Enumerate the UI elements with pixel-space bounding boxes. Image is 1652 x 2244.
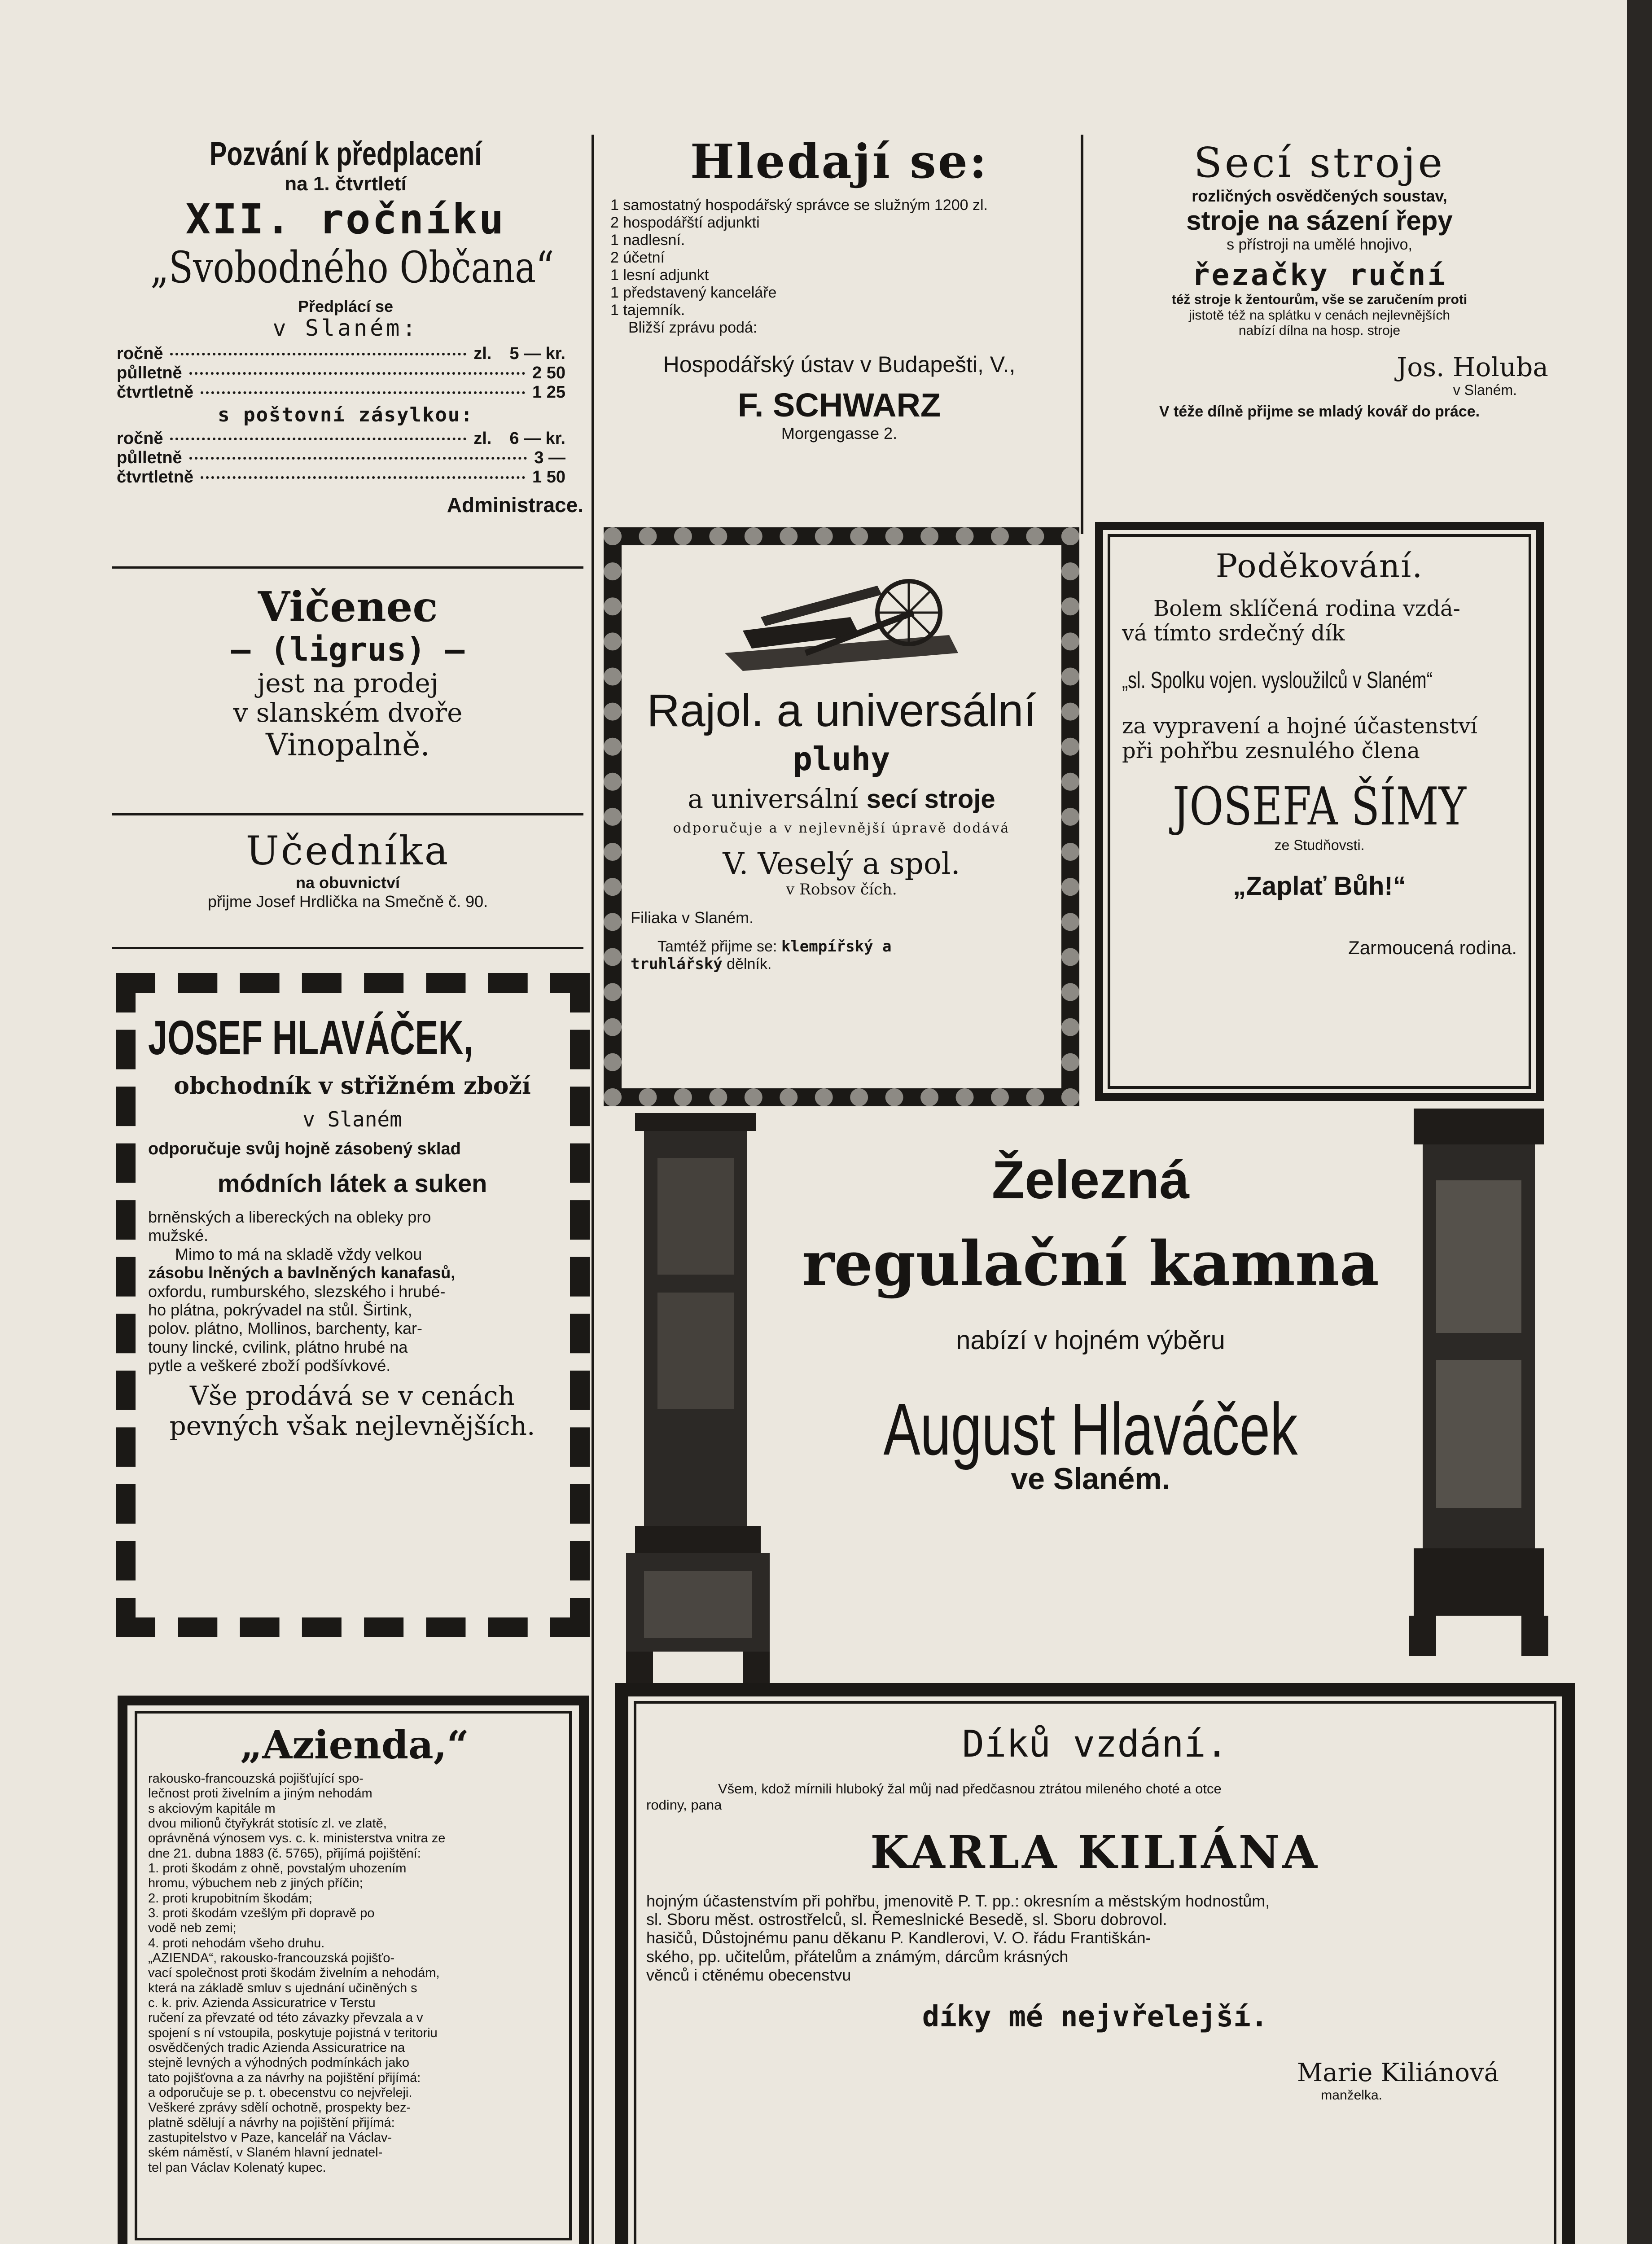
hledaji-name: F. SCHWARZ	[737, 386, 941, 424]
azienda-line: která na základě smluv s ujednání učiněných s	[148, 1981, 417, 1995]
seci-text: V téže dílně přijme se mladý kovář do práce.	[1159, 403, 1480, 421]
vicenec-ligrus: — (ligrus) —	[231, 630, 465, 668]
price-row: čtvrtletně 1 50	[117, 468, 565, 487]
subscription-heading: Předplácí se	[298, 297, 394, 316]
diku-text: rodiny, pana	[646, 1797, 722, 1813]
ucednik-trade: na obuvnictví	[295, 873, 400, 892]
rajol-title: Rajol. a universální	[647, 685, 1036, 736]
subscription-signature: Administrace.	[447, 493, 583, 517]
podekovani-signature: Zarmoucená rodina.	[1348, 937, 1517, 959]
azienda-line: vací společnost proti škodám živelním a nehodám,	[148, 1966, 440, 1981]
azienda-body	[148, 1771, 561, 2175]
diku-ad	[646, 1710, 1544, 2244]
hlavacek-text: pevných však nejlevnějších.	[169, 1411, 535, 1442]
azienda-line: 1. proti škodám z ohně, povstalým uhozením	[148, 1861, 407, 1876]
price-row: půlletně 2 50	[117, 363, 565, 382]
azienda-line: ském náměstí, v Slaném hlavní jednatel-	[148, 2145, 383, 2160]
azienda-line: 4. proti nehodám všeho druhu.	[148, 1936, 325, 1950]
podekovani-name: JOSEFA ŠÍMY	[1173, 776, 1466, 837]
price-row: půlletně 3 —	[117, 448, 565, 468]
seci-place: v Slaném.	[1453, 382, 1517, 399]
divider	[112, 947, 583, 949]
vicenec-text: v slanském dvoře	[233, 697, 463, 728]
ucednik-title: Učedníka	[245, 828, 450, 874]
kamna-title: Železná	[991, 1150, 1190, 1210]
kamna-ad	[781, 1149, 1400, 1643]
stove-illustration-right	[1405, 1109, 1553, 1656]
hlavacek-ad	[148, 1005, 557, 1607]
hlavacek-text: pytle a veškeré zboží podšívkové.	[148, 1356, 391, 1375]
vicenec-title: Vičenec	[258, 583, 438, 631]
vicenec-ad	[112, 583, 583, 808]
stove-illustration-left	[617, 1113, 779, 1683]
podekovani-text: při pohřbu zesnulého člena	[1122, 738, 1420, 764]
divider	[112, 813, 583, 815]
hledaji-institute: Hospodářský ústav v Budapešti, V.,	[663, 352, 1016, 377]
azienda-line: a odporučuje se p. t. obecenstvu co nejvřeleji.	[148, 2086, 412, 2100]
price-row: ročně zl. 5 — kr.	[117, 344, 565, 363]
azienda-line: zastupitelstvo v Paze, kancelář na Václav-	[148, 2130, 392, 2145]
rajol-subtitle: pluhy	[793, 740, 890, 778]
rajol-place: v Robsov čích.	[786, 881, 897, 899]
kamna-subtitle: regulační kamna	[802, 1228, 1379, 1300]
azienda-line: c. k. priv. Azienda Assicuratrice v Terstu	[148, 1996, 376, 2011]
podekovani-text: za vypravení a hojné účastenství	[1122, 713, 1477, 739]
subscription-ad	[108, 135, 583, 534]
azienda-line: ručení za převzaté od této závazky převzala a v	[148, 2011, 423, 2025]
hlavacek-text: oxfordu, rumburského, slezského i hrubé-	[148, 1282, 446, 1301]
hlavacek-text: módních látek a suken	[217, 1169, 487, 1197]
podekovani-text: „Zaplať Bůh!“	[1233, 871, 1406, 901]
diku-thanks: díky mé nejvřelejší.	[922, 2000, 1268, 2034]
azienda-line: 2. proti krupobitním škodám;	[148, 1891, 312, 1906]
podekovani-text: vá tímto srdečný dík	[1122, 620, 1345, 646]
plough-illustration	[716, 563, 967, 680]
subscription-post: s poštovní zásylkou:	[218, 403, 473, 426]
ucednik-ad	[112, 828, 583, 940]
hledaji-item: 2 účetní	[610, 249, 665, 266]
azienda-line: hromu, výbuchem neb z jiných příčin;	[148, 1876, 363, 1891]
subscription-invite: Pozvání k předplacení	[209, 135, 482, 172]
azienda-line: oprávněná výnosem vys. c. k. ministerstva vnitra ze	[148, 1831, 446, 1846]
subscription-volume: XII. ročníku	[185, 195, 506, 243]
price-row: čtvrtletně 1 25	[117, 382, 565, 402]
hledaji-street: Morgengasse 2.	[781, 424, 898, 443]
diku-text: Všem, kdož mírnili hluboký žal můj nad předčasnou ztrátou mileného choté a otce	[718, 1781, 1222, 1797]
diku-name: KARLA KILIÁNA	[870, 1825, 1320, 1879]
hlavacek-text: zásobu lněných a bavlněných kanafasů,	[148, 1263, 456, 1282]
azienda-title: „Azienda,“	[240, 1722, 469, 1768]
azienda-line: lečnost proti živelním a jiným nehodám	[148, 1786, 372, 1801]
seci-text: nabízí dílna na hosp. stroje	[1238, 323, 1401, 338]
diku-text: věnců i ctěnému obecenstvu	[646, 1966, 851, 1985]
price-table-post	[117, 429, 565, 487]
hledaji-info: Bližší zprávu podá:	[628, 319, 758, 337]
azienda-line: s akciovým kapitále m	[148, 1801, 276, 1816]
divider	[112, 566, 583, 569]
hlavacek-text: ho plátna, pokrývadel na stůl. Širtink,	[148, 1300, 412, 1319]
seci-stroje-ad	[1091, 139, 1548, 480]
azienda-line: dne 21. dubna 1883 (č. 5765), přijímá pojištění:	[148, 1846, 421, 1861]
seci-name: Jos. Holuba	[1397, 351, 1548, 382]
seci-text: řezačky ruční	[1192, 258, 1447, 293]
diku-title: Díků vzdání.	[962, 1723, 1228, 1766]
azienda-line: stejně levných a výhodných podmínkách jako	[148, 2056, 409, 2070]
azienda-line: 3. proti škodám vzešlým při dopravě po	[148, 1906, 375, 1920]
azienda-line: platně sdělují a návrhy na pojištění přijímá:	[148, 2115, 395, 2130]
hledaji-title: Hledají se:	[690, 134, 989, 189]
hledaji-item: 2 hospodářští adjunkti	[610, 214, 760, 231]
hlavacek-text: Vše prodává se v cenách	[190, 1381, 515, 1411]
hledaji-item: 1 tajemník.	[610, 302, 685, 319]
hlavacek-text: v Slaném	[302, 1107, 402, 1131]
diku-role: manželka.	[1321, 2087, 1382, 2103]
rajol-hire: Tamtéž přijme se: klempířský a	[657, 937, 892, 955]
podekovani-text: ze Studňovsti.	[1274, 837, 1365, 853]
vicenec-text: jest na prodej	[257, 667, 438, 698]
scan-edge	[1627, 0, 1652, 2244]
hlavacek-text: Mimo to má na skladě vždy velkou	[175, 1245, 422, 1263]
hlavacek-text: odporučuje svůj hojně zásobený sklad	[148, 1139, 461, 1158]
seci-text: též stroje k žentourům, vše se zaručením proti	[1171, 292, 1468, 307]
hledaji-list	[610, 197, 1068, 320]
azienda-line: tato pojišťovna a za návrhy na pojištění přijímá:	[148, 2070, 421, 2085]
hledaji-item: 1 představený kanceláře	[610, 284, 777, 302]
price-row: ročně zl. 6 — kr.	[117, 429, 565, 448]
diku-text: ského, pp. učitelům, přátelům a známým, dárcům krásných	[646, 1947, 1069, 1966]
seci-text: s přístroji na umělé hnojivo,	[1227, 236, 1412, 254]
diku-text: sl. Sboru měst. ostrostřelců, sl. Řemeslnické Besedě, sl. Sboru dobrovol.	[646, 1910, 1167, 1928]
diku-text: hojným účastenstvím při pohřbu, jmenovitě P. T. pp.: okresním a městským hodnostům,	[646, 1891, 1270, 1910]
azienda-line: „AZIENDA“, rakousko-francouzská pojišťo-	[148, 1951, 395, 1966]
azienda-ad	[148, 1723, 561, 2235]
subscription-local: v Slaném:	[272, 315, 419, 342]
kamna-text: nabízí v hojném výběru	[956, 1326, 1225, 1355]
hlavacek-text: touny lincké, cvilink, plátno hrubé na	[148, 1337, 408, 1356]
seci-text: rozličných osvědčených soustav,	[1192, 186, 1447, 205]
rajol-company: V. Veselý a spol.	[723, 846, 960, 881]
seci-text: jistotě též na splátku v cenách nejlevnějších	[1189, 307, 1450, 323]
hlavacek-text: polov. plátno, Mollinos, barchenty, kar-	[148, 1319, 422, 1338]
newspaper-name: „Svobodného Občana“	[150, 242, 554, 293]
kamna-name: August Hlaváček	[883, 1388, 1298, 1471]
vicenec-text: Vinopalně.	[266, 727, 430, 763]
azienda-line: Veškeré zprávy sdělí ochotně, prospekty bez-	[148, 2100, 411, 2115]
subscription-quarter: na 1. čtvrtletí	[285, 173, 407, 195]
hlavacek-text: brněnských a libereckých na obleky pro	[148, 1207, 431, 1226]
azienda-line: osvědčených tradic Azienda Assicuratrice na	[148, 2041, 405, 2056]
podekovani-ad	[1122, 548, 1517, 1077]
hlavacek-text: mužské.	[148, 1226, 209, 1245]
rajol-line: a universální secí stroje	[688, 784, 995, 815]
hledaji-ad	[610, 135, 1068, 521]
azienda-line: vodě neb zemi;	[148, 1921, 237, 1936]
podekovani-title: Poděkování.	[1215, 547, 1424, 585]
rajol-branch: Filiaka v Slaném.	[631, 908, 754, 927]
hlavacek-text: obchodník v střižném zboží	[174, 1072, 531, 1100]
seci-text: stroje na sázení řepy	[1186, 206, 1453, 236]
azienda-line: spojení s ní vstoupila, poskytuje pojistná v teritoriu	[148, 2025, 438, 2040]
hledaji-item: 1 nadlesní.	[610, 231, 685, 249]
azienda-line: rakousko-francouzská pojišťující spo-	[148, 1771, 364, 1786]
ucednik-contact: přijme Josef Hrdlička na Smečně č. 90.	[207, 892, 488, 911]
rajol-ad	[631, 554, 1052, 1079]
kamna-place: ve Slaném.	[1011, 1461, 1170, 1496]
rajol-line: odporučuje a v nejlevnější úpravě dodává	[673, 820, 1010, 836]
seci-title: Secí stroje	[1193, 139, 1446, 187]
diku-signature: Marie Kiliánová	[1297, 2058, 1499, 2088]
column-divider-1	[592, 135, 594, 2244]
rajol-hire: truhlářský dělník.	[631, 955, 772, 973]
azienda-line: tel pan Václav Kolenatý kupec.	[148, 2160, 326, 2175]
podekovani-text: Bolem sklíčená rodina vzdá-	[1153, 596, 1460, 621]
price-table-local	[117, 344, 565, 402]
podekovani-text: „sl. Spolku vojen. vysloužilců v Slaném“	[1122, 667, 1433, 694]
hledaji-item: 1 samostatný hospodářský správce se služným 1200 zl.	[610, 196, 988, 214]
hlavacek-name: JOSEF HLAVÁČEK,	[148, 1010, 473, 1065]
azienda-line: dvou milionů čtyřykrát stotisíc zl. ve zlatě,	[148, 1816, 387, 1831]
hledaji-item: 1 lesní adjunkt	[610, 266, 709, 284]
column-divider-2	[1081, 135, 1083, 534]
diku-text: hasičů, Důstojnému panu děkanu P. Kandlerovi, V. O. řádu Františkán-	[646, 1928, 1151, 1947]
